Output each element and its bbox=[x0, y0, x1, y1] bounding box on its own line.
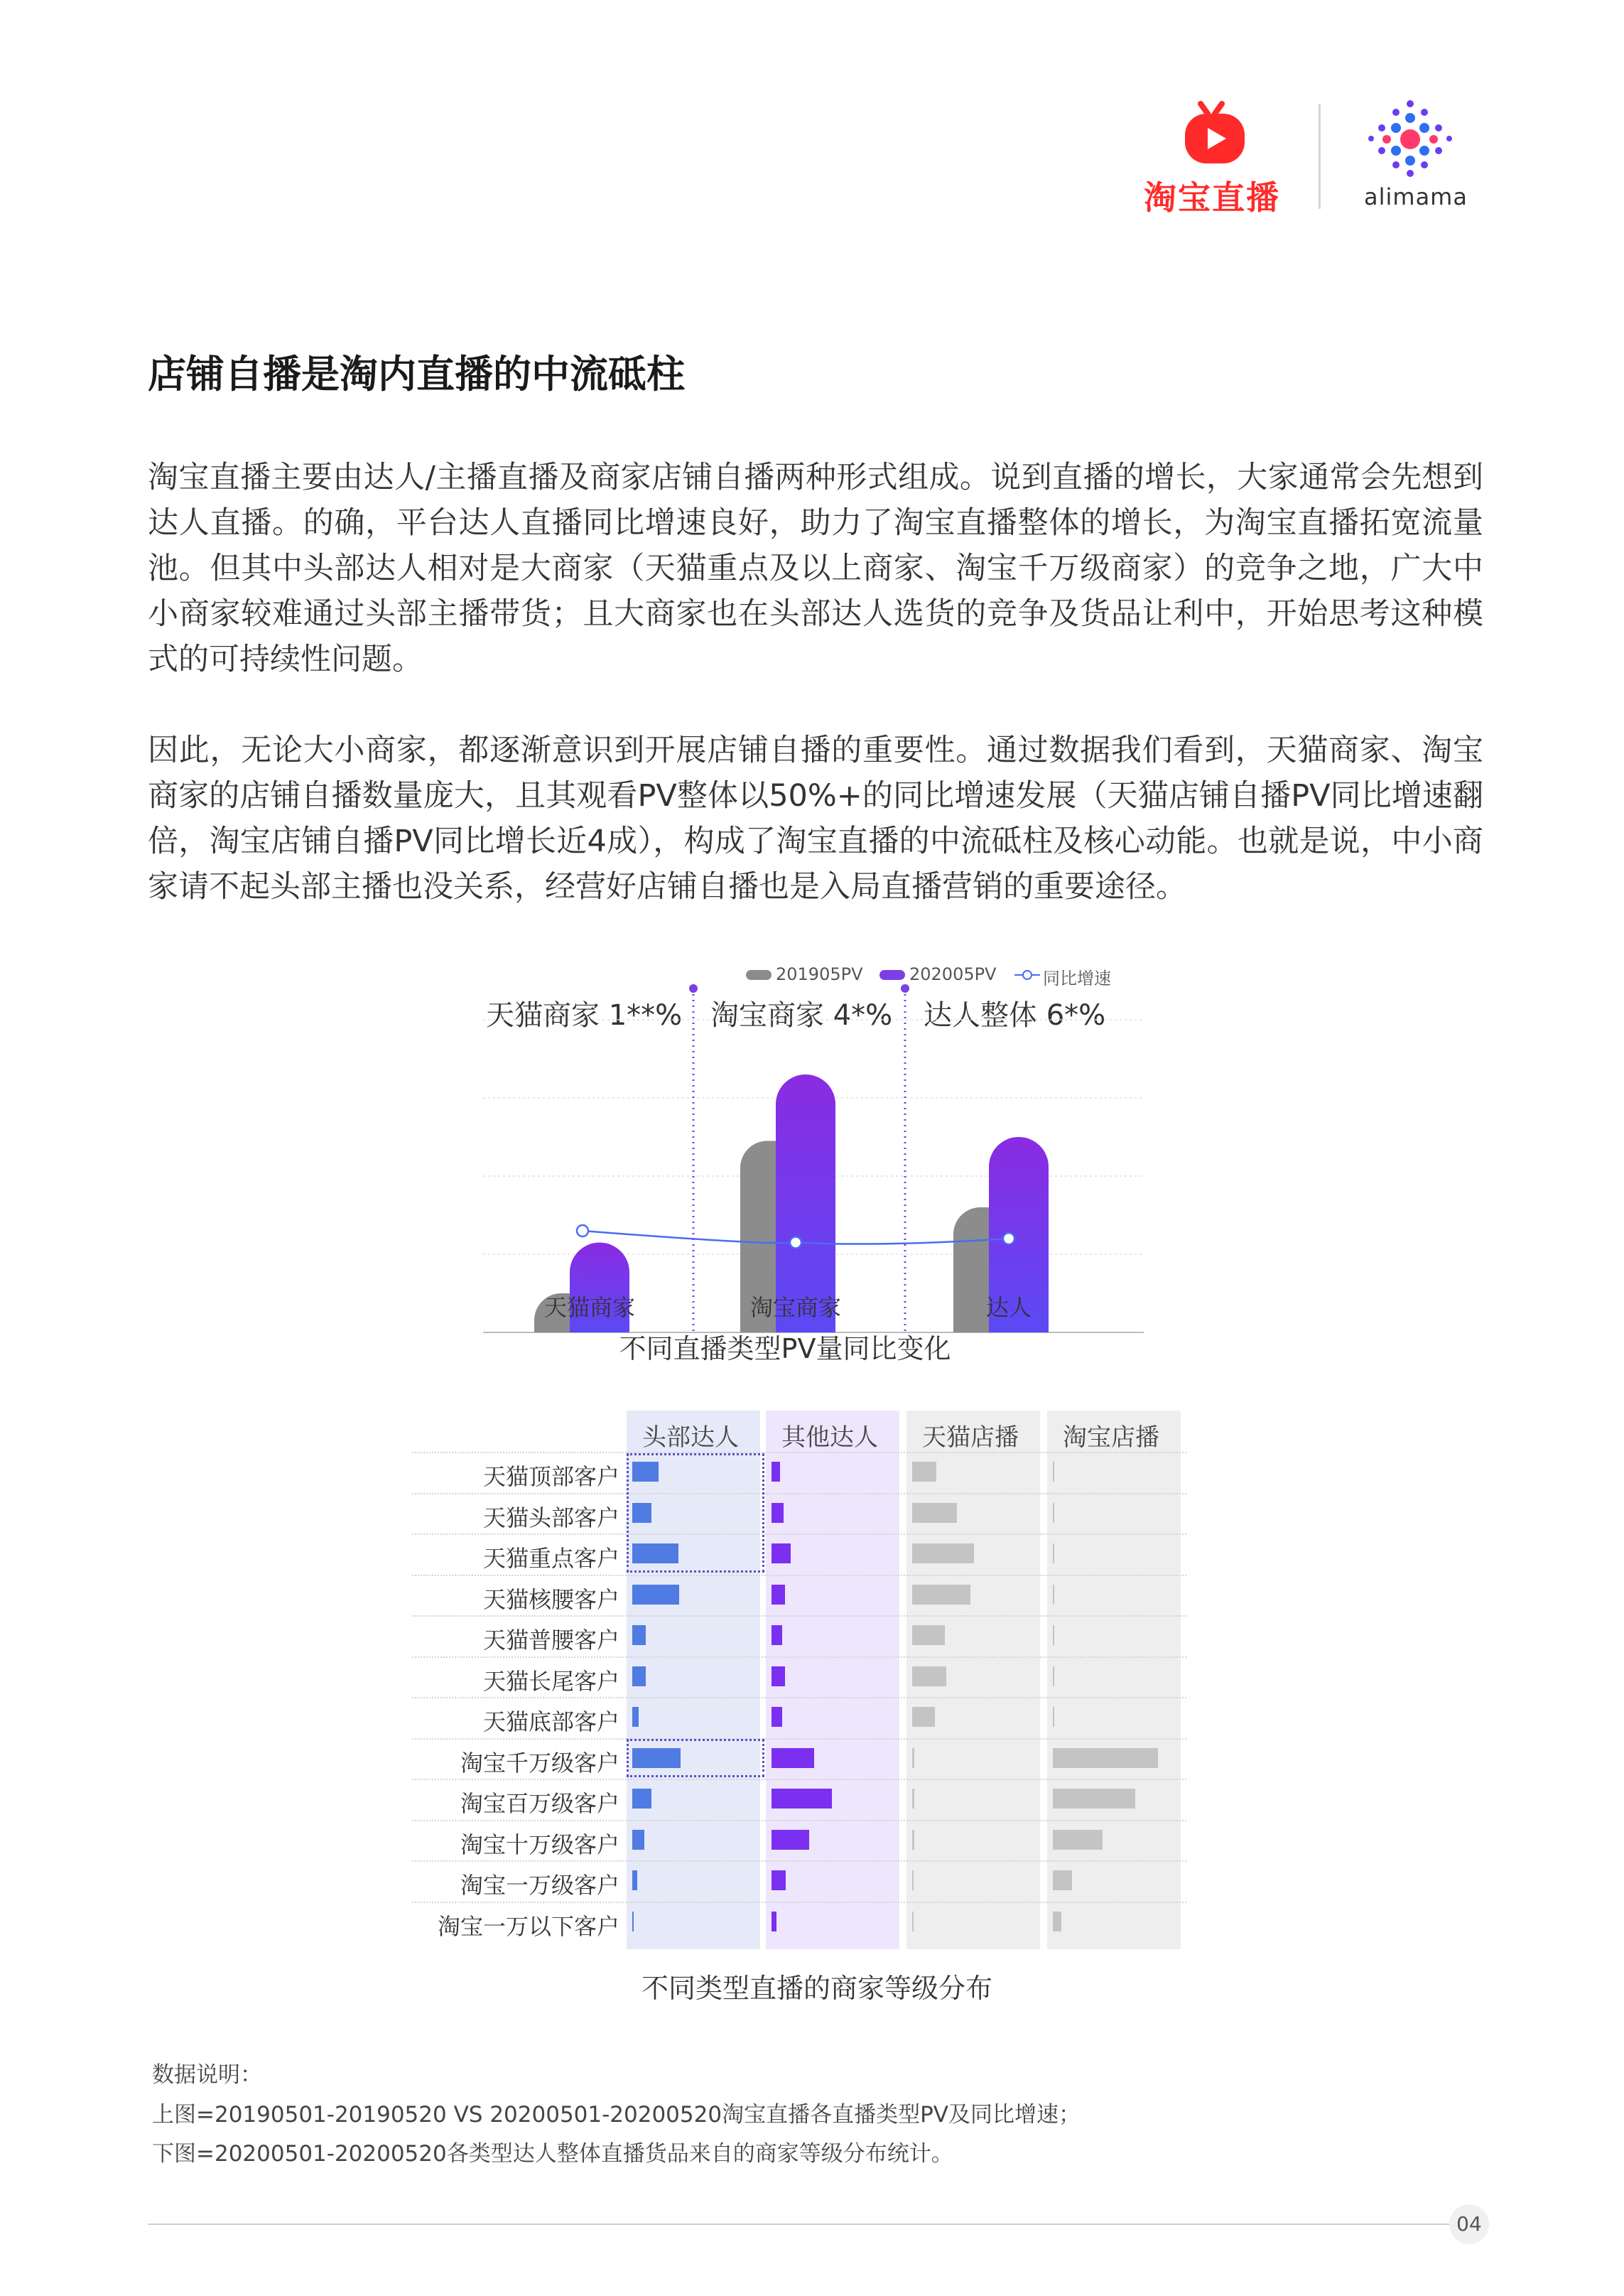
dist-bar-1-2 bbox=[772, 1543, 791, 1563]
column-header-3: 淘宝店播 bbox=[1063, 1423, 1159, 1452]
alimama-logo bbox=[1350, 99, 1478, 213]
row-divider bbox=[412, 1779, 1186, 1780]
dist-bar-1-5 bbox=[772, 1666, 785, 1686]
row-divider bbox=[412, 1697, 1186, 1698]
alimama-icon bbox=[1364, 99, 1456, 178]
row-label: 淘宝一万以下客户 bbox=[437, 1912, 619, 1940]
dist-bar-0-6 bbox=[632, 1707, 639, 1727]
dist-bar-3-8 bbox=[1053, 1789, 1135, 1809]
row-divider bbox=[412, 1860, 1186, 1862]
dist-bar-1-1 bbox=[772, 1503, 784, 1523]
paragraph-1: 淘宝直播主要由达人/主播直播及商家店铺自播两种形式组成。说到直播的增长，大家通常会先想到达人直播。的确，平台达人直播同比增速良好，助力了淘宝直播整体的增长，为淘宝直播拓宽流量池。但其中头部达人相对是大商家（天猫重点及以上商家、淘宝千万级商家）的竞争之地，广大中小商家较难通过头部主播带货；且大商家也在头部达人选货的竞争及货品让利中，开始思考这种模式的可持续性问题。 bbox=[148, 460, 1483, 677]
dist-bar-3-10 bbox=[1053, 1870, 1072, 1890]
dist-bar-2-1 bbox=[912, 1503, 957, 1523]
dist-bar-2-5 bbox=[912, 1666, 946, 1686]
row-label: 天猫重点客户 bbox=[482, 1545, 619, 1572]
dist-bar-3-9 bbox=[1053, 1830, 1103, 1850]
notes-line-1: 上图=20190501-20190520 VS 20200501-20200520淘宝直播各直播类型PV及同比增速； bbox=[152, 2102, 1081, 2128]
dist-bar-2-0 bbox=[912, 1462, 936, 1482]
header-divider bbox=[1319, 104, 1321, 209]
pv-chart-title: 不同直播类型PV量同比变化 bbox=[619, 1333, 951, 1364]
legend-label-202005: 202005PV bbox=[909, 964, 997, 984]
dist-bar-1-9 bbox=[772, 1830, 809, 1850]
notes-line-2: 下图=20200501-20200520各类型达人整体直播货品来自的商家等级分布统计。 bbox=[152, 2141, 953, 2167]
dist-bar-0-5 bbox=[632, 1666, 646, 1686]
dist-bar-3-7 bbox=[1053, 1748, 1158, 1768]
column-bg-3 bbox=[1047, 1411, 1181, 1949]
dist-bar-0-11 bbox=[632, 1912, 634, 1931]
divider-dot-0 bbox=[689, 984, 698, 993]
growth-point-0 bbox=[577, 1225, 588, 1236]
dist-bar-3-11 bbox=[1053, 1912, 1061, 1931]
dist-bar-2-2 bbox=[912, 1543, 974, 1563]
dist-bar-2-8 bbox=[912, 1789, 914, 1809]
distribution-chart bbox=[398, 1411, 1222, 2022]
row-divider bbox=[412, 1738, 1186, 1740]
dist-bar-1-4 bbox=[772, 1625, 782, 1645]
alimama-logo-text: alimama bbox=[1364, 183, 1468, 210]
dist-bar-2-10 bbox=[912, 1870, 914, 1890]
dist-bar-3-3 bbox=[1053, 1585, 1054, 1605]
legend-label-growth: 同比增速 bbox=[1043, 969, 1111, 988]
row-label: 天猫头部客户 bbox=[482, 1504, 619, 1531]
annotation-taobao: 淘宝商家 4*% bbox=[710, 999, 893, 1032]
dist-bar-2-11 bbox=[912, 1912, 914, 1931]
dist-bar-0-3 bbox=[632, 1585, 679, 1605]
row-divider bbox=[412, 1656, 1186, 1658]
taobao-live-logo-text: 淘宝直播 bbox=[1144, 178, 1280, 217]
highlight-box-taobao-tenmillion bbox=[627, 1739, 764, 1777]
column-header-0: 头部达人 bbox=[642, 1423, 739, 1452]
category-label-talent: 达人 bbox=[985, 1294, 1032, 1321]
growth-point-1 bbox=[790, 1237, 801, 1249]
row-label: 淘宝十万级客户 bbox=[460, 1831, 619, 1858]
dist-bar-2-9 bbox=[912, 1830, 914, 1850]
distribution-chart-title: 不同类型直播的商家等级分布 bbox=[641, 1973, 993, 2004]
dist-bar-3-4 bbox=[1053, 1625, 1054, 1645]
dist-bar-2-3 bbox=[912, 1585, 970, 1605]
taobao-live-logo bbox=[1144, 98, 1286, 219]
dist-bar-1-8 bbox=[772, 1789, 832, 1809]
category-label-taobao: 淘宝商家 bbox=[749, 1294, 842, 1321]
column-header-1: 其他达人 bbox=[781, 1423, 878, 1452]
paragraph-2: 因此，无论大小商家，都逐渐意识到开展店铺自播的重要性。通过数据我们看到，天猫商家、淘宝商家的店铺自播数量庞大，且其观看PV整体以50%+的同比增速发展（天猫店铺自播PV同比增速翻倍，淘宝店铺自播PV同比增长近4成），构成了淘宝直播的中流砥柱及核心动能。也就是说，中小商家请不起头部主播也没关系，经营好店铺自播也是入局直播营销的重要途径。 bbox=[148, 733, 1483, 905]
dist-bar-2-4 bbox=[912, 1625, 945, 1645]
row-label: 天猫核腰客户 bbox=[482, 1585, 619, 1613]
dist-bar-3-6 bbox=[1053, 1707, 1054, 1727]
divider-dot-1 bbox=[901, 984, 909, 993]
category-label-tmall: 天猫商家 bbox=[543, 1294, 636, 1321]
row-divider bbox=[412, 1534, 1186, 1535]
dist-bar-3-2 bbox=[1053, 1543, 1054, 1563]
taobao-live-icon bbox=[1179, 98, 1250, 169]
dist-bar-1-10 bbox=[772, 1870, 786, 1890]
row-label: 淘宝百万级客户 bbox=[460, 1790, 619, 1817]
row-divider bbox=[412, 1615, 1186, 1617]
column-header-2: 天猫店播 bbox=[922, 1423, 1019, 1452]
highlight-box-tmall-top bbox=[627, 1453, 764, 1573]
notes-heading: 数据说明： bbox=[152, 2062, 262, 2088]
dist-bar-0-8 bbox=[632, 1789, 651, 1809]
row-divider bbox=[412, 1820, 1186, 1821]
row-label: 天猫长尾客户 bbox=[482, 1667, 619, 1695]
row-label: 天猫普腰客户 bbox=[482, 1627, 619, 1654]
dist-bar-1-3 bbox=[772, 1585, 785, 1605]
dist-bar-0-10 bbox=[632, 1870, 637, 1890]
growth-point-2 bbox=[1003, 1233, 1014, 1244]
row-divider bbox=[412, 1902, 1186, 1903]
dist-bar-1-11 bbox=[772, 1912, 776, 1931]
annotation-talent: 达人整体 6*% bbox=[924, 999, 1106, 1032]
dist-bar-0-9 bbox=[632, 1830, 644, 1850]
dist-bar-1-7 bbox=[772, 1748, 814, 1768]
row-label: 天猫顶部客户 bbox=[482, 1463, 619, 1490]
dist-bar-3-1 bbox=[1053, 1503, 1054, 1523]
dist-bar-1-0 bbox=[772, 1462, 780, 1482]
row-label: 天猫底部客户 bbox=[482, 1708, 619, 1735]
pv-chart bbox=[483, 956, 1144, 1382]
legend-label-201905: 201905PV bbox=[776, 964, 863, 984]
dist-bar-3-5 bbox=[1053, 1666, 1054, 1686]
row-divider bbox=[412, 1575, 1186, 1576]
page-number: 04 bbox=[1449, 2204, 1489, 2244]
row-divider bbox=[412, 1493, 1186, 1494]
annotation-tmall: 天猫商家 1**% bbox=[486, 999, 683, 1032]
row-label: 淘宝一万级客户 bbox=[460, 1872, 619, 1899]
dist-bar-3-0 bbox=[1053, 1462, 1054, 1482]
dist-bar-2-6 bbox=[912, 1707, 935, 1727]
dist-bar-2-7 bbox=[912, 1748, 914, 1768]
column-bg-1 bbox=[766, 1411, 899, 1949]
dist-bar-1-6 bbox=[772, 1707, 782, 1727]
row-label: 淘宝千万级客户 bbox=[460, 1749, 619, 1777]
page-title: 店铺自播是淘内直播的中流砥柱 bbox=[148, 352, 685, 397]
row-divider bbox=[412, 1452, 1186, 1453]
footer-line bbox=[148, 2224, 1455, 2225]
dist-bar-0-4 bbox=[632, 1625, 646, 1645]
